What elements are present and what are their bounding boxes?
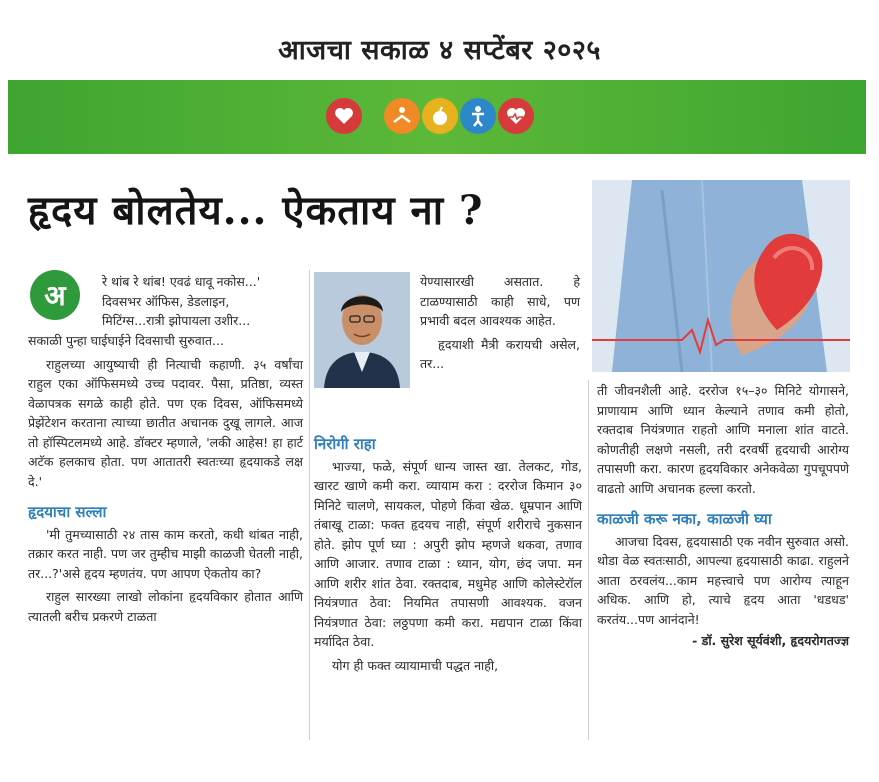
column-divider [588,380,589,740]
subheading: निरोगी राहा [314,435,376,453]
col3-text [597,381,849,651]
intro-line: दिवसभर ऑफिस, डेडलाइन, [102,293,230,309]
intro-line: मिटिंग्स...रात्री झोपायला उशीर... [102,313,251,328]
masthead-date: आजचा सकाळ ४ सप्टेंबर २०२५ [278,35,601,66]
stethoscope-heart-icon [326,98,362,134]
paragraph: हृदयाशी मैत्री करायची असेल, तर... [420,336,580,371]
heart-illustration-photo [592,180,850,372]
author-signature: - डॉ. सुरेश सूर्यवंशी, हृदयरोगतज्ज्ञ [692,633,849,648]
heart-icon [498,98,534,134]
subheading: हृदयाचा सल्ला [28,503,107,521]
paragraph: येण्यासारखी असतात. हे टाळण्यासाठी काही साधे, पण प्रभावी बदल आवश्यक आहेत. [420,274,580,328]
fruit-icon [422,98,458,134]
paragraph: योग ही फक्त व्यायामाची पद्धत नाही, [332,657,499,673]
col1-text [28,331,303,626]
paragraph: भाज्या, फळे, संपूर्ण धान्य जास्त खा. तेलकट, गोड, खारट खाणे कमी करा. व्यायाम करा : दररोज किमान ३० मिनिटे चालणे, सायकल, पोहणे किंवा खेळ. धूम्रपान आणि तंबाखू टाळा: फक्त हृदयच नाही, संपूर्ण शरीराचे नुकसान होते. झोप पूर्ण घ्या : अपुरी झोप म्हणजे थकवा, तणाव आणि आजार. तणाव टाळा : ध्यान, योग, छंद जपा. मन आणि शरीर शांत ठेवा. रक्तदाब, मधुमेह आणि कोलेस्टेरॉल नियंत्रणात ठेवा: नियमित तपासणी आवश्यक. वजन नियंत्रणात ठेवा: लठ्ठपणा कमी करा. मद्यपान टाळा किंवा मर्यादित ठेवा. [314,458,582,649]
intro-line: रे थांब रे थांब! एवढं धावू नकोस...' [102,274,261,289]
paragraph: राहुल सारख्या लाखो लोकांना हृदयविकार होतात आणि त्यातली बरीच प्रकरणे टाळता [28,589,303,624]
paragraph: राहुलच्या आयुष्याची ही नित्याची कहाणी. ३५ वर्षांचा राहुल एका ऑफिसमध्ये उच्च पदावर. पैसा, प्रतिष्ठा, व्यस्त वेळापत्रक सगळे काही होते. पण एक दिवस, ऑफिसमध्ये प्रेझेंटेशन करताना त्याच्या छातीत अचानक दुखू लागले. आज तो हॉस्पिटलमध्ये आहे. डॉक्टर म्हणाले, 'लकी आहेस! हा हार्ट अटॅक हलकाच होता. पण आतातरी स्वतःच्या हृदयाकडे लक्ष दे.' [28,356,303,489]
paragraph: 'मी तुमच्यासाठी २४ तास काम करतो, कधी थांबत नाही, तक्रार करत नाही. पण जर तुम्हीच माझी काळजी घेतली नाही, तर...?'असे हृदय म्हणतंय. पण आपण ऐकतोय का? [28,526,303,581]
person-icon [460,98,496,134]
health-banner [8,80,866,154]
col2-text [314,435,582,675]
intro-lines [102,272,302,331]
article-headline: हृदय बोलतेय... ऐकताय ना ? [28,187,484,234]
drop-cap: अ [30,270,80,320]
yoga-icon [384,98,420,134]
paragraph: आजचा दिवस, हृदयासाठी एक नवीन सुरुवात असो. थोडा वेळ स्वतःसाठी, आपल्या हृदयासाठी काढा. राहुलने आता ठरवलंय...काम महत्त्वाचे पण आरोग्य त्याहून अधिक. आणि हो, त्याचे हृदय आता 'धडधड' करतंय...पण आनंदाने! [597,533,849,627]
column-divider [309,270,310,740]
subheading: काळजी करू नका, काळजी घ्या [597,510,772,528]
paragraph: सकाळी पुन्हा घाईघाईने दिवसाची सुरुवात... [28,333,224,348]
author-photo [314,272,410,388]
col2-top [420,272,580,374]
paragraph: ती जीवनशैली आहे. दररोज १५–३० मिनिटे योगासने, प्राणायाम आणि ध्यान केल्याने तणाव कमी होतो, रक्तदाब नियंत्रणात राहतो आणि मनाला शांत वाटते. कोणतीही लक्षणे नसली, तरी दरवर्षी हृदयाची आरोग्य तपासणी करा. कारण हृदयविकार अनेकवेळा गुपचूपपणे वाढतो आणि अचानक हल्ला करतो. [597,383,849,496]
